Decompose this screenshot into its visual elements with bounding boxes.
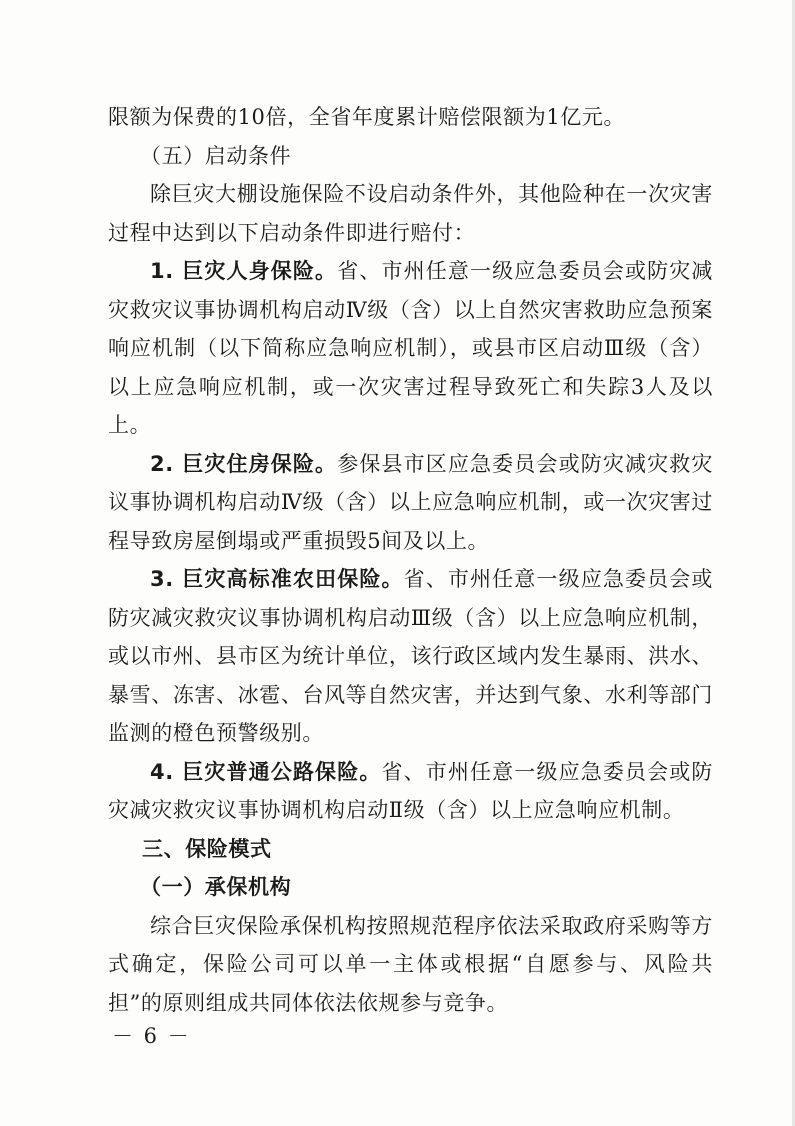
item-text-highway-insurance: 省、市州任意一级应急委员会或防灾减灾救灾议事协调机构启动Ⅱ级（含）以上应急响应机制。 [108, 759, 714, 822]
section-heading-underwriting-institution: （一）承保机构 [140, 875, 292, 899]
item-text-housing-insurance: 参保县市区应急委员会或防灾减灾救灾议事协调机构启动Ⅳ级（含）以上应急响应机制，或一次灾害过程导致房屋倒塌或严重损毁5间及以上。 [108, 451, 713, 553]
section-heading-insurance-mode: 三、保险模式 [142, 836, 272, 861]
paragraph-housing-insurance [108, 445, 713, 561]
paragraph-farmland-insurance [108, 560, 713, 753]
paragraph-trigger-intro: 除巨灾大棚设施保险不设启动条件外，其他险种在一次灾害过程中达到以下启动条件即进行赔付： [108, 182, 713, 245]
paragraph-underwriting: 综合巨灾保险承保机构按照规范程序依法采取政府采购等方式确定，保险公司可以单一主体或根据“自愿参与、风险共担”的原则组成共同体依法依规参与竞争。 [108, 913, 713, 1015]
section-heading-trigger-conditions: （五）启动条件 [140, 143, 292, 168]
item-text-personal-insurance: 省、市州任意一级应急委员会或防灾减灾救灾议事协调机构启动Ⅳ级（含）以上自然灾害救助应急预案响应机制（以下简称应急响应机制），或县市区启动Ⅲ级（含）以上应急响应机制，或一次灾害过程导致死亡和失踪3人及以上。 [108, 259, 713, 437]
paragraph-limit-continuation: 限额为保费的10倍，全省年度累计赔偿限额为1亿元。 [108, 105, 626, 129]
page-number: － 6 － [112, 1024, 191, 1048]
item-lead-farmland-insurance: 3. 巨灾高标准农田保险。 [150, 567, 404, 591]
document-body [108, 98, 713, 1022]
item-lead-personal-insurance: 1. 巨灾人身保险。 [150, 259, 338, 283]
item-lead-housing-insurance: 2. 巨灾住房保险。 [150, 451, 338, 476]
paragraph-personal-insurance [108, 252, 713, 445]
paragraph-highway-insurance [108, 753, 713, 830]
item-lead-highway-insurance: 4. 巨灾普通公路保险。 [150, 759, 382, 784]
item-text-farmland-insurance: 省、市州任意一级应急委员会或防灾减灾救灾议事协调机构启动Ⅲ级（含）以上应急响应机制，或以市州、县市区为统计单位，该行政区域内发生暴雨、洪水、暴雪、冻害、冰雹、台风等自然灾害，并达到气象、水利等部门监测的橙色预警级别。 [108, 567, 713, 745]
